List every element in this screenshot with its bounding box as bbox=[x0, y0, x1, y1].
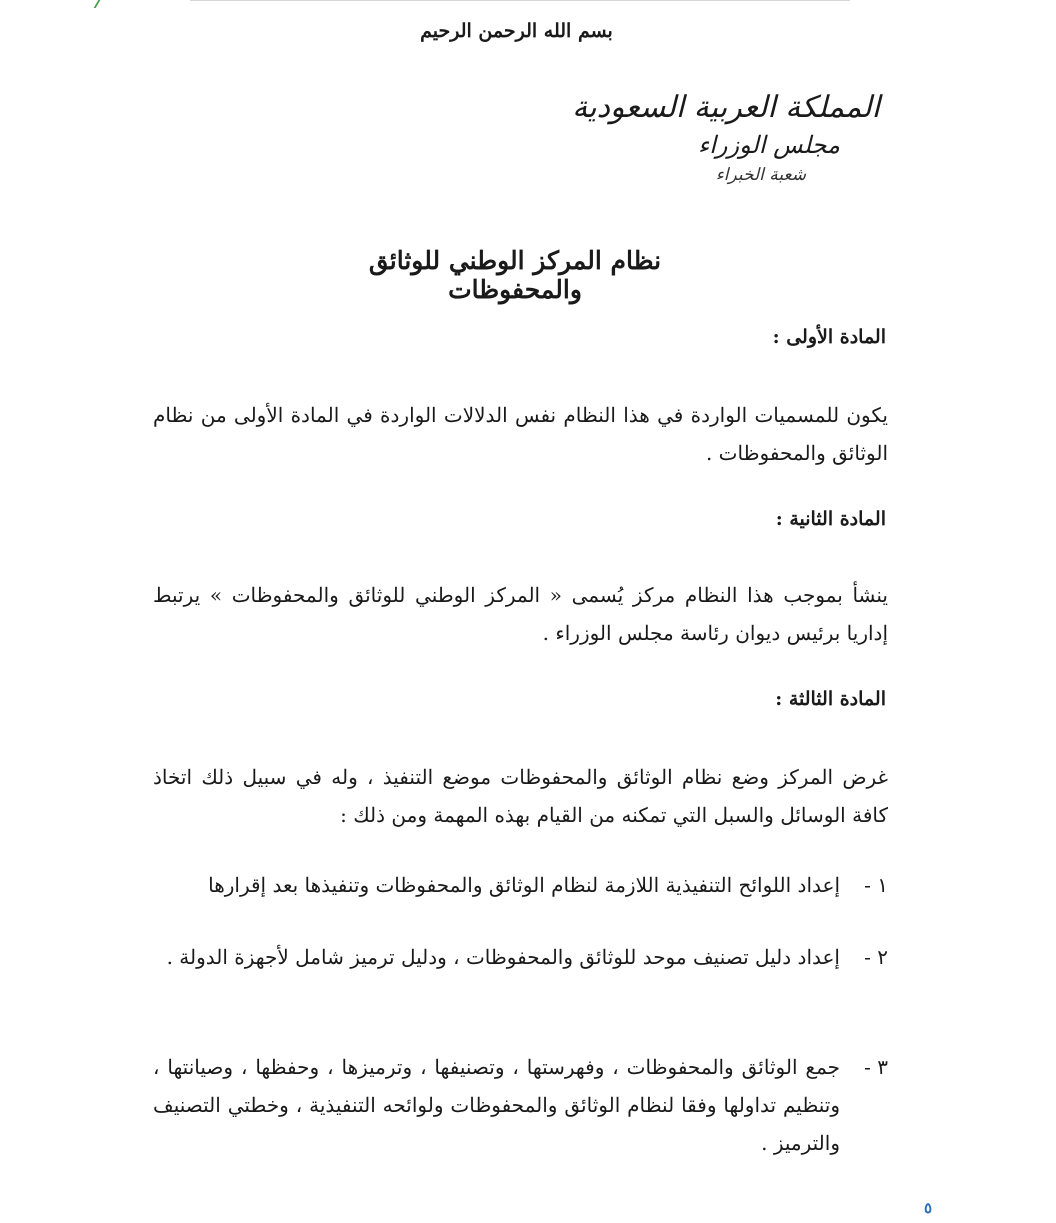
article-1-heading: المادة الأولى : bbox=[772, 326, 886, 348]
document-title: نظام المركز الوطني للوثائق والمحفوظات bbox=[368, 246, 662, 304]
scan-corner-mark bbox=[94, 0, 111, 8]
item-number: ١ - bbox=[864, 873, 888, 897]
article-2-text: ينشأ بموجب هذا النظام مركز يُسمى « المركز الوطني للوثائق والمحفوظات » يرتبط إداريا برئيس ديوان رئاسة مجلس الوزراء . bbox=[153, 583, 888, 645]
page-number: ٥ bbox=[923, 1199, 932, 1217]
letterhead-kingdom: المملكة العربية السعودية bbox=[572, 90, 880, 125]
letterhead-experts: شعبة الخبراء bbox=[715, 165, 806, 185]
article-3-item-3 bbox=[153, 1048, 888, 1162]
item-text: إعداد دليل تصنيف موحد للوثائق والمحفوظات ، ودليل ترميز شامل لأجهزة الدولة . bbox=[166, 945, 840, 969]
item-text: إعداد اللوائح التنفيذية اللازمة لنظام الوثائق والمحفوظات وتنفيذها بعد إقرارها bbox=[208, 873, 840, 897]
article-1-text: يكون للمسميات الواردة في هذا النظام نفس الدلالات الواردة في المادة الأولى من نظام الوثائق والمحفوظات . bbox=[153, 403, 888, 465]
letterhead bbox=[520, 88, 880, 188]
article-3-item-2 bbox=[153, 938, 888, 976]
item-number: ٢ - bbox=[864, 945, 888, 969]
article-3-text: غرض المركز وضع نظام الوثائق والمحفوظات موضع التنفيذ ، وله في سبيل ذلك اتخاذ كافة الوسائل والسبل التي تمكنه من القيام بهذه المهمة ومن ذلك : bbox=[153, 765, 888, 827]
item-number: ٣ - bbox=[864, 1055, 888, 1079]
letterhead-council: مجلس الوزراء bbox=[697, 131, 840, 159]
article-2-heading: المادة الثانية : bbox=[775, 508, 886, 530]
article-3-item-1 bbox=[153, 866, 888, 904]
basmala: بسم الله الرحمن الرحيم bbox=[420, 20, 613, 42]
scan-edge-line bbox=[190, 0, 850, 1]
item-text: جمع الوثائق والمحفوظات ، وفهرستها ، وتصنيفها ، وترميزها ، وحفظها ، وصيانتها ، وتنظيم تداولها وفقا لنظام الوثائق والمحفوظات ولوائحه التنفيذية ، وخطتي التصنيف والترميز . bbox=[153, 1055, 841, 1155]
article-3-heading: المادة الثالثة : bbox=[775, 688, 886, 710]
